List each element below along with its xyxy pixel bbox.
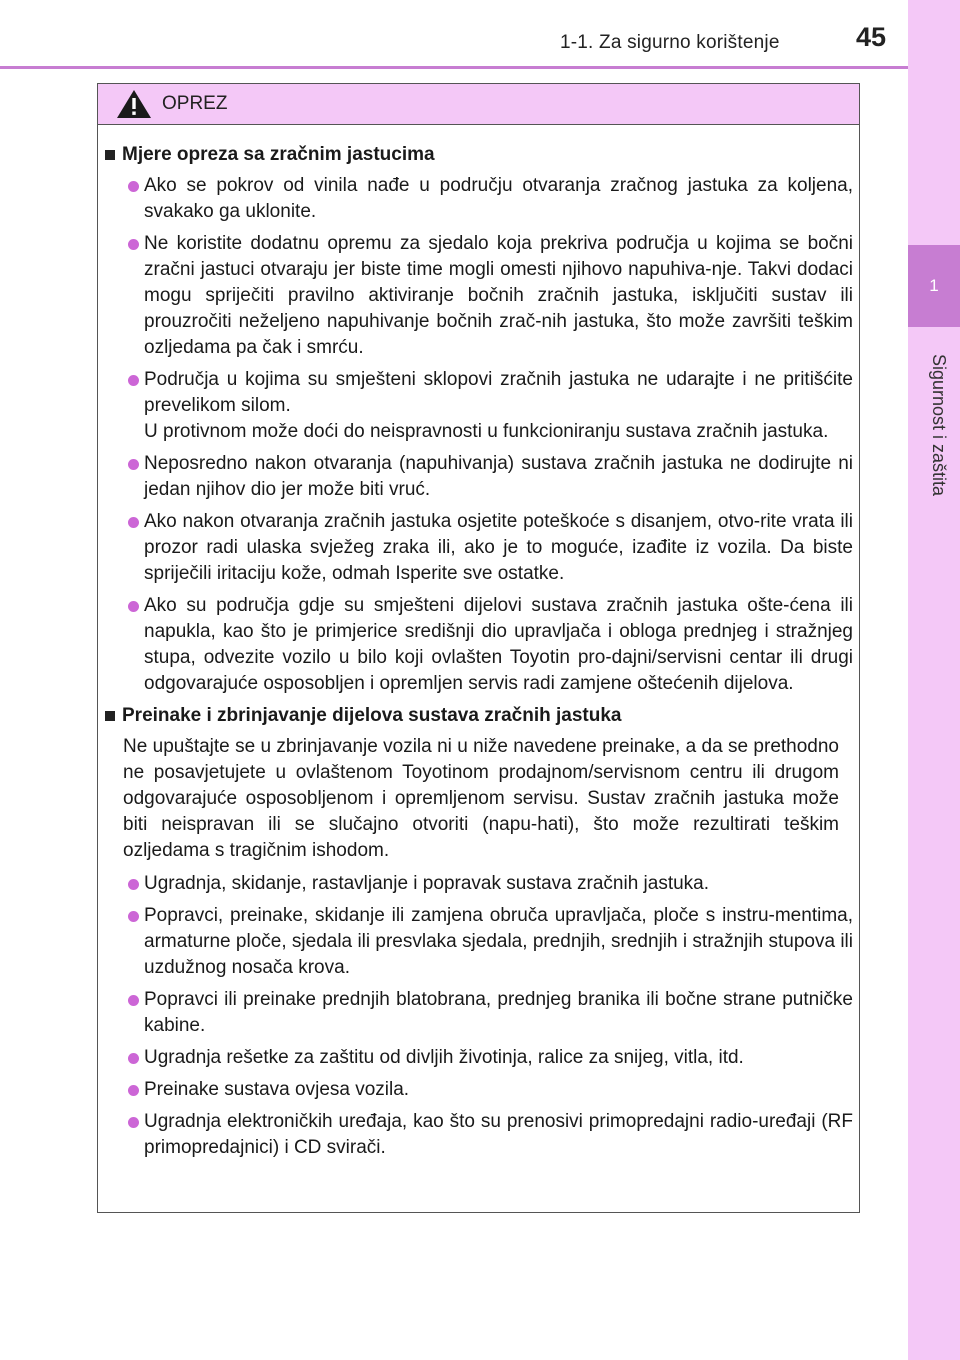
bullet-dot-icon [128, 1053, 139, 1064]
section-heading: Mjere opreza sa zračnim jastucima [104, 142, 853, 168]
section-title: 1-1. Za sigurno korištenje [560, 32, 780, 53]
bullet-item: Ugradnja elektroničkih uređaja, kao što su prenosivi primopredajni radio-uređaji (RF primopredajnici) i CD svirači. [104, 1109, 853, 1161]
bullet-dot-icon [128, 601, 139, 612]
bullet-dot-icon [128, 911, 139, 922]
bullet-item: Popravci, preinake, skidanje ili zamjena obruča upravljača, ploče s instru-mentima, armaturne ploče, sjedala ili presvlaka sjedala, prednjih, srednjih i stražnjih stupova ili uzdužnog nosača krova. [104, 903, 853, 981]
bullet-dot-icon [128, 1085, 139, 1096]
bullet-dot-icon [128, 1117, 139, 1128]
chapter-number: 1 [908, 245, 960, 327]
bullet-dot-icon [128, 879, 139, 890]
section-heading: Preinake i zbrinjavanje dijelova sustava zračnih jastuka [104, 703, 853, 729]
bullet-dot-icon [128, 375, 139, 386]
page-number: 45 [856, 22, 887, 52]
bullet-item: Popravci ili preinake prednjih blatobrana, prednjeg branika ili bočne strane putničke kabine. [104, 987, 853, 1039]
bullet-item: Ako su područja gdje su smješteni dijelovi sustava zračnih jastuka ošte-ćena ili napukla, kao što je primjerice središnji dio upravljača i obloga prednjeg i stražnjeg stupa, odvezite vozilo u bilo koji ovlašten Toyotin pro-dajni/servisni centar ili drugi odgovarajuće osposobljen i opremljen servis radi zamjene oštećenih dijelova. [104, 593, 853, 697]
bullet-dot-icon [128, 459, 139, 470]
caution-body [98, 125, 859, 1161]
bullet-item: Ako nakon otvaranja zračnih jastuka osjetite poteškoće s disanjem, otvo-rite vrata ili prozor radi ulaska svježeg zraka ili, ako je to moguće, izađite iz vozila. Da biste spriječili iritaciju kože, odmah Isperite sve ostatke. [104, 509, 853, 587]
square-bullet-icon [105, 150, 115, 160]
bullet-dot-icon [128, 517, 139, 528]
caution-title: OPREZ [162, 93, 228, 114]
bullet-item: Ugradnja rešetke za zaštitu od divljih životinja, ralice za snijeg, vitla, itd. [104, 1045, 853, 1071]
bullet-item: Neposredno nakon otvaranja (napuhivanja) sustava zračnih jastuka ne dodirujte ni jedan njihov dio jer može biti vruć. [104, 451, 853, 503]
bullet-dot-icon [128, 181, 139, 192]
bullet-item: Područja u kojima su smješteni sklopovi zračnih jastuka ne udarajte i ne pritišćite prevelikom silom. U protivnom može doći do neispravnosti u funkcioniranju sustava zračnih jastuka. [104, 367, 853, 445]
square-bullet-icon [105, 711, 115, 721]
bullet-item: Ugradnja, skidanje, rastavljanje i popravak sustava zračnih jastuka. [104, 871, 853, 897]
warning-icon [116, 89, 152, 119]
bullet-item: Preinake sustava ovjesa vozila. [104, 1077, 853, 1103]
header-rule [0, 66, 908, 69]
bullet-item: Ne koristite dodatnu opremu za sjedalo koja prekriva područja u kojima se bočni zračni jastuci otvaraju jer biste time mogli omesti njihovo napuhiva-nje. Takvi dodaci mogu spriječiti pravilno aktiviranje bočnih zračnih jastuka, isključiti sustav ili prouzročiti neželjeno napuhivanje bočnih zrač-nih jastuka, što može završiti teškim ozljedama pa čak i smrću. [104, 231, 853, 361]
bullet-dot-icon [128, 239, 139, 250]
caution-header [98, 84, 859, 125]
bullet-dot-icon [128, 995, 139, 1006]
bullet-item: Ako se pokrov od vinila nađe u području otvaranja zračnog jastuka za koljena, svakako ga uklonite. [104, 173, 853, 225]
section-intro: Ne upuštajte se u zbrinjavanje vozila ni u niže navedene preinake, a da se prethodno ne posavjetujete u ovlaštenom Toyotinom prodajnom/servisnom centru ili drugom odgovarajuće osposobljenom i opremljenom servisu. Sustav zračnih jastuka može biti neispravan ili se slučajno otvoriti (napu-hati), što može rezultirati teškim ozljedama s tragičnim ishodom. [123, 736, 839, 861]
side-tab [908, 0, 960, 1360]
chapter-label: Sigurnost i zaštita [929, 353, 949, 497]
caution-box [97, 83, 860, 1213]
